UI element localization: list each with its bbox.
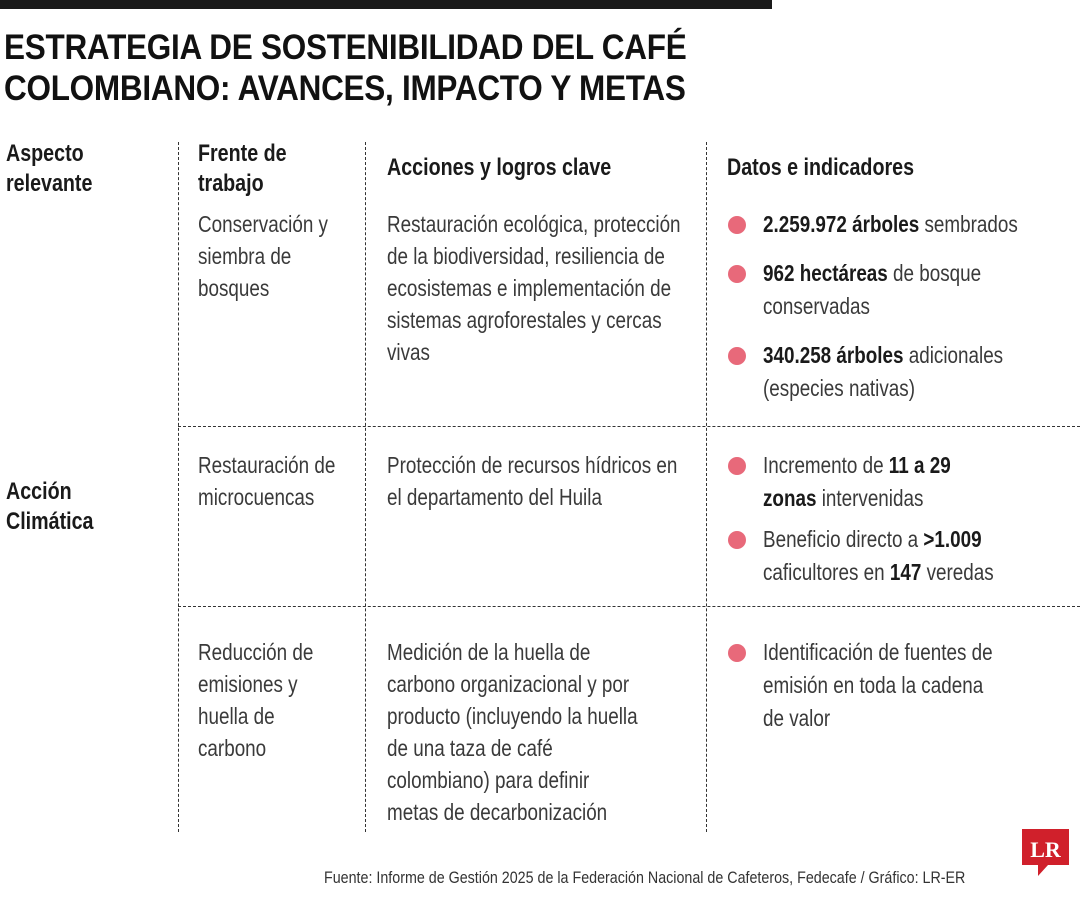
row3-dato-1: Identificación de fuentes de emisión en toda la cadena de valor <box>763 639 993 731</box>
lr-logo <box>1022 829 1069 876</box>
aspect-label: Acción Climática <box>6 478 94 535</box>
row2-dato-1: Incremento de 11 a 29 zonas intervenidas <box>763 452 951 511</box>
bullet-dot <box>728 347 746 365</box>
row1-acciones: Restauración ecológica, protección de la biodiversidad, resiliencia de ecosistemas e implementación de sistemas agroforestales y cercas vivas <box>387 211 681 365</box>
row2-acciones: Protección de recursos hídricos en el departamento del Huila <box>387 452 678 510</box>
row1-dato-2: 962 hectáreas de bosque conservadas <box>763 260 982 319</box>
page-title: ESTRATEGIA DE SOSTENIBILIDAD DEL CAFÉ COLOMBIANO: AVANCES, IMPACTO Y METAS <box>4 28 687 108</box>
logo-text: LR <box>1030 837 1061 862</box>
column-divider <box>178 142 179 832</box>
header-acciones: Acciones y logros clave <box>387 154 612 181</box>
top-rule <box>0 0 772 9</box>
row1-frente: Conservación y siembra de bosques <box>198 211 328 301</box>
row3-frente: Reducción de emisiones y huella de carbono <box>198 639 314 761</box>
row2-frente: Restauración de microcuencas <box>198 452 336 510</box>
bullet-dot <box>728 265 746 283</box>
source-note: Fuente: Informe de Gestión 2025 de la Federación Nacional de Cafeteros, Fedecafe / Gráfico: LR-ER <box>324 868 966 887</box>
column-divider <box>365 142 366 832</box>
header-datos: Datos e indicadores <box>727 154 915 181</box>
row2-dato-2: Beneficio directo a >1.009 caficultores en 147 veredas <box>763 526 994 585</box>
column-divider <box>706 142 707 832</box>
bullet-dot <box>728 457 746 475</box>
row-divider <box>178 606 1080 607</box>
header-frente: Frente de trabajo <box>198 140 287 197</box>
bullet-dot <box>728 644 746 662</box>
row1-dato-3: 340.258 árboles adicionales (especies nativas) <box>763 342 1004 401</box>
bullet-dot <box>728 531 746 549</box>
row1-dato-1: 2.259.972 árboles sembrados <box>763 211 1018 237</box>
row3-acciones: Medición de la huella de carbono organizacional y por producto (incluyendo la huella de una taza de café colombiano) para definir metas de decarbonización <box>387 639 638 825</box>
header-aspecto: Aspecto relevante <box>6 140 93 197</box>
row-divider <box>178 426 1080 427</box>
bullet-dot <box>728 216 746 234</box>
